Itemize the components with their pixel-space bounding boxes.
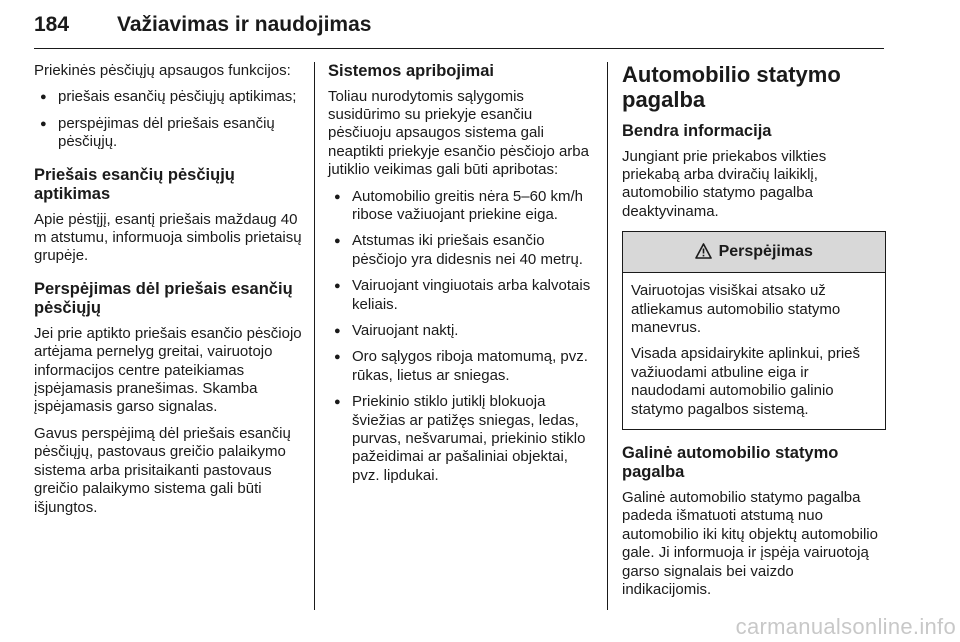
list-item: ● perspėjimas dėl priešais esančių pėsčiųjų.: [34, 115, 302, 152]
page-header: [34, 0, 884, 49]
warning-header: [623, 232, 885, 273]
intro-text: Priekinės pėsčiųjų apsaugos funkcijos:: [34, 62, 291, 79]
page-number: 184: [34, 13, 70, 36]
list-item: ● Vairuojant naktį.: [328, 322, 594, 340]
main-section-title: Automobilio statymo pagalba: [622, 62, 841, 112]
list-item: ● priešais esančių pėsčiųjų aptikimas;: [34, 88, 302, 106]
warning-icon: [695, 243, 712, 259]
list-item: ● Vairuojant vingiuotais arba kalvotais keliais.: [328, 277, 594, 314]
function-list: [34, 88, 302, 151]
list-item: ● Priekinio stiklo jutiklį blokuoja šviežias ar patižęs sniegas, ledas, purvas, nešvarumai, priekinio stiklo pažeidimai ar pašaliniai objektai, pvz. lipdukai.: [328, 393, 594, 485]
warning-body: [623, 273, 885, 429]
paragraph: Gavus perspėjimą dėl priešais esančių pėsčiųjų, pastovaus greičio palaikymo sistema arba prisitaikanti pastovaus greičio palaikymo sistema gali būti išjungtos.: [34, 424, 291, 516]
section-heading: Sistemos apribojimai: [328, 62, 494, 80]
section-heading: Galinė automobilio statymo pagalba: [622, 443, 839, 482]
list-item: ● Oro sąlygos riboja matomumą, pvz. rūkas, lietus ar sniegas.: [328, 348, 594, 385]
column-divider: [607, 62, 608, 610]
section-heading: Priešais esančių pėsčiųjų aptikimas: [34, 165, 235, 204]
watermark: carmanualsonline.info: [735, 614, 956, 639]
paragraph: Jei prie aptikto priešais esančio pėsčiojo artėjama pernelyg greitai, vairuotojo informacijos centre pateikiamas įspėjamasis pranešimas. Skamba įspėjamasis garso signalas.: [34, 324, 302, 416]
limitation-list: [328, 188, 594, 486]
list-item: ● Atstumas iki priešais esančio pėsčiojo yra didesnis nei 40 metrų.: [328, 232, 594, 269]
paragraph: Apie pėstįjį, esantį priešais maždaug 40 m atstumu, informuoja simbolis prietaisų grupėje.: [34, 210, 302, 265]
list-item: ● Automobilio greitis nėra 5–60 km/h ribose važiuojant priekine eiga.: [328, 188, 594, 225]
warning-box: [622, 231, 886, 430]
column-middle: [328, 62, 594, 493]
column-left: [34, 62, 302, 525]
column-divider: [314, 62, 315, 610]
chapter-title: Važiavimas ir naudojimas: [117, 13, 372, 36]
paragraph: Toliau nurodytomis sąlygomis susidūrimo su priekyje esančiu pėsčiuoju apsaugos sistema gali neaptikti priekyje esančio pėsčiojo arba jutiklio veikimas gali būti apribotas:: [328, 87, 589, 179]
paragraph: Visada apsidairykite aplinkui, prieš važiuodami atbuline eiga ir naudodami automobilio galinio statymo pagalbos sistemą.: [631, 345, 861, 418]
column-right: [622, 62, 886, 607]
paragraph: Vairuotojas visiškai atsako už atliekamus automobilio statymo manevrus.: [631, 282, 841, 336]
paragraph: Galinė automobilio statymo pagalba padeda išmatuoti atstumą nuo automobilio iki kitų objektų automobilio gale. Ji informuoja ir įspėja vairuotoją garso signalais bei vaizdo indikacijomis.: [622, 488, 878, 598]
warning-title: Perspėjimas: [718, 243, 813, 261]
section-heading: Perspėjimas dėl priešais esančių pėsčiųjų: [34, 279, 293, 318]
paragraph: Jungiant prie priekabos vilkties priekabą arba dviračių laikiklį, automobilio statymo pagalba deaktyvinama.: [622, 147, 827, 220]
section-heading: Bendra informacija: [622, 122, 772, 140]
